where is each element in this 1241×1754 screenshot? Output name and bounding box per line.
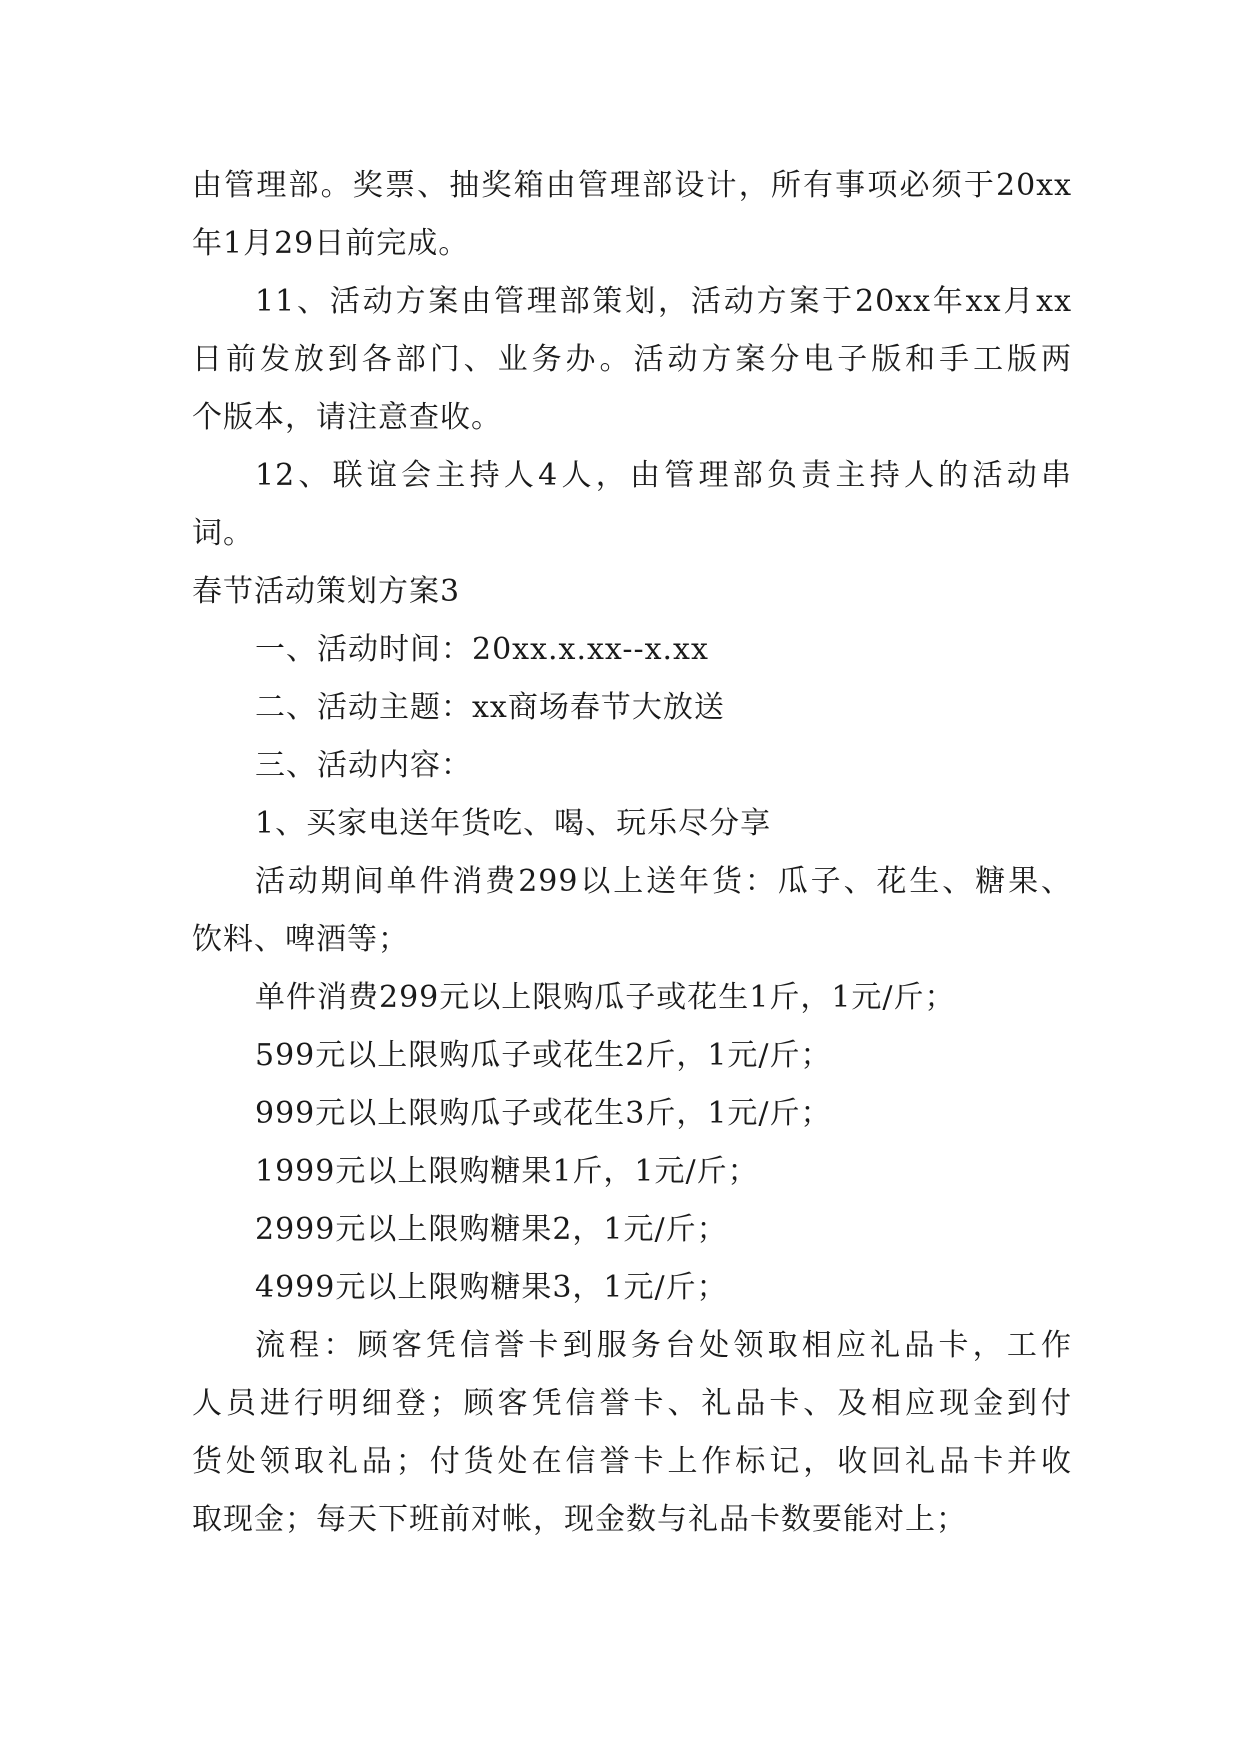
- text-line: 599元以上限购瓜子或花生2斤，1元/斤；: [255, 1038, 832, 1073]
- text-line: 货处领取礼品；付货处在信誉卡上作标记，收回礼品卡并收: [192, 1444, 1072, 1479]
- text-line: 流程：顾客凭信誉卡到服务台处领取相应礼品卡，工作: [255, 1328, 1072, 1363]
- text-line: 取现金；每天下班前对帐，现金数与礼品卡数要能对上；: [192, 1502, 967, 1537]
- text-line: 由管理部。奖票、抽奖箱由管理部设计，所有事项必须于20xx: [192, 168, 1072, 203]
- section-heading: 春节活动策划方案3: [192, 574, 461, 609]
- text-line: 11、活动方案由管理部策划，活动方案于20xx年xx月xx: [255, 284, 1072, 319]
- text-line: 三、活动内容：: [255, 748, 472, 783]
- text-line: 活动期间单件消费299以上送年货：瓜子、花生、糖果、: [255, 864, 1072, 899]
- text-line: 日前发放到各部门、业务办。活动方案分电子版和手工版两: [192, 342, 1072, 377]
- text-line: 1、买家电送年货吃、喝、玩乐尽分享: [255, 806, 772, 841]
- text-line: 年1月29日前完成。: [192, 226, 470, 261]
- text-line: 999元以上限购瓜子或花生3斤，1元/斤；: [255, 1096, 832, 1131]
- text-line: 词。: [192, 516, 254, 551]
- text-line: 2999元以上限购糖果2，1元/斤；: [255, 1212, 728, 1247]
- text-line: 饮料、啤酒等；: [192, 922, 409, 957]
- text-line: 4999元以上限购糖果3，1元/斤；: [255, 1270, 728, 1305]
- text-line: 一、活动时间：20xx.x.xx--x.xx: [255, 632, 709, 667]
- text-line: 12、联谊会主持人4人，由管理部负责主持人的活动串: [255, 458, 1072, 493]
- text-line: 人员进行明细登；顾客凭信誉卡、礼品卡、及相应现金到付: [192, 1386, 1072, 1421]
- text-line: 二、活动主题：xx商场春节大放送: [255, 690, 725, 725]
- text-line: 个版本，请注意查收。: [192, 400, 502, 435]
- text-line: 单件消费299元以上限购瓜子或花生1斤，1元/斤；: [255, 980, 956, 1015]
- text-line: 1999元以上限购糖果1斤，1元/斤；: [255, 1154, 759, 1189]
